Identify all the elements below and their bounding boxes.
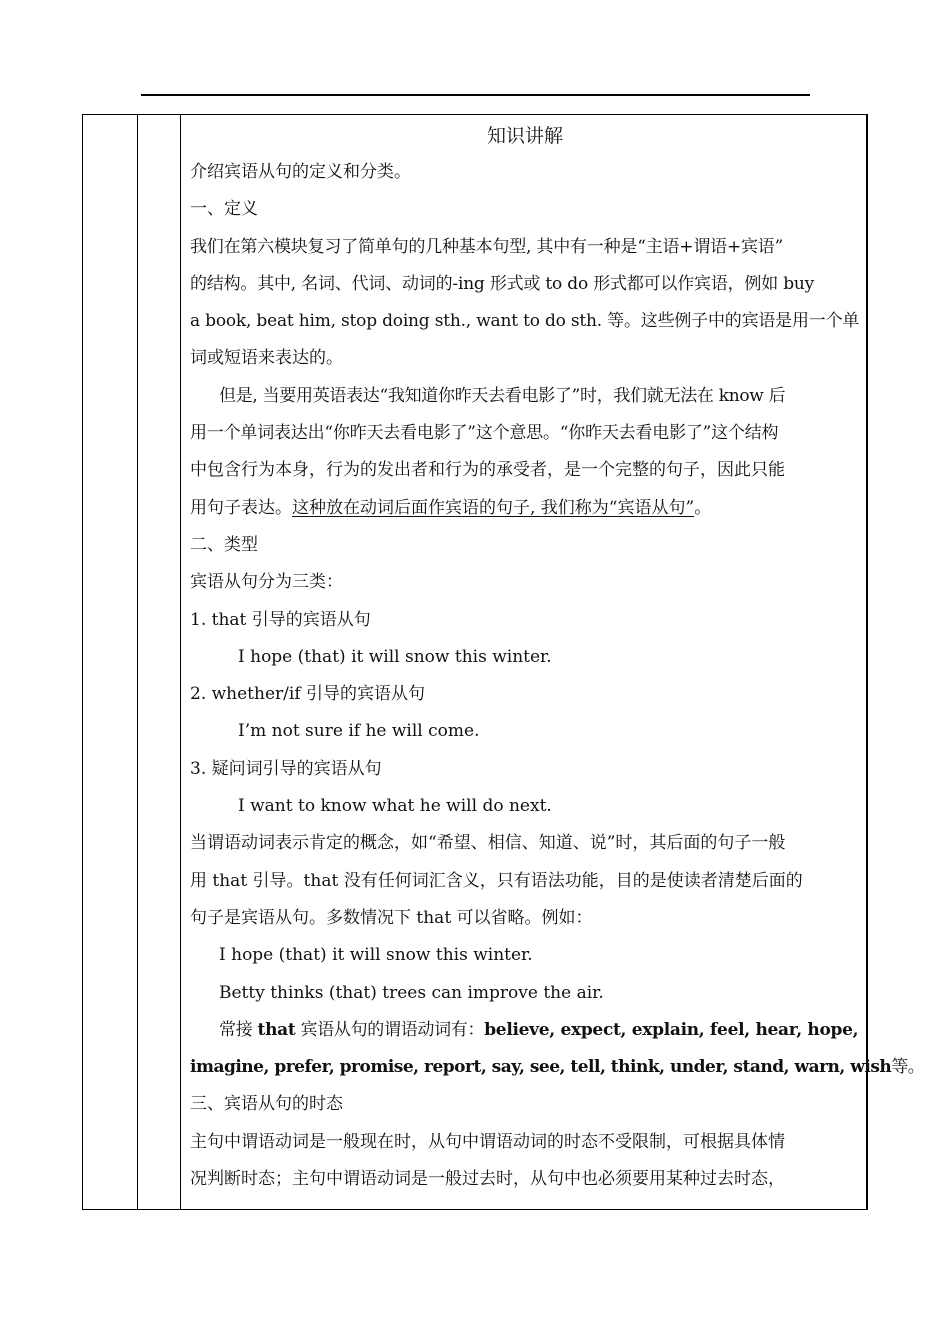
paragraph-line: 中包含行为本身，行为的发出者和行为的承受者，是一个完整的句子，因此只能 (190, 460, 785, 481)
paragraph-line: 句子是宾语从句。多数情况下 that 可以省略。例如： (190, 907, 593, 928)
underlined-definition: 这种放在动词后面作宾语的句子, 我们称为“宾语从句” (292, 497, 695, 518)
type-item-3: 3. 疑问词引导的宾语从句 (190, 758, 382, 779)
paragraph-line: 词或短语来表达的。 (190, 348, 343, 369)
paragraph-line: 主句中谓语动词是一般现在时，从句中谓语动词的时态不受限制，可根据具体情 (190, 1131, 785, 1152)
heading-tense: 三、宾语从句的时态 (190, 1094, 343, 1115)
example-sentence: I hope (that) it will snow this winter. (219, 945, 533, 966)
paragraph-line: 况判断时态；主句中谓语动词是一般过去时，从句中也必须要用某种过去时态， (190, 1169, 785, 1190)
section-title: 知识讲解 (486, 125, 563, 147)
example-sentence: Betty thinks (that) trees can improve the air. (219, 982, 604, 1003)
knowledge-section (190, 116, 925, 1198)
example-sentence: I’m not sure if he will come. (238, 721, 480, 742)
text-segment: 常接 (219, 1019, 258, 1040)
text-segment: 用句子表达。 (190, 497, 292, 518)
heading-types: 二、类型 (190, 534, 258, 555)
type-item-2: 2. whether/if 引导的宾语从句 (190, 684, 426, 705)
example-sentence: I hope (that) it will snow this winter. (238, 646, 552, 667)
text-segment: 。 (694, 497, 712, 518)
paragraph-line: 但是, 当要用英语表达“我知道你昨天去看电影了”时，我们就无法在 know 后 (219, 385, 786, 406)
bold-keyword: that (257, 1019, 296, 1040)
paragraph-line: 我们在第六模块复习了简单句的几种基本句型, 其中有一种是“主语+谓语+宾语” (190, 236, 784, 257)
type-item-1: 1. that 引导的宾语从句 (190, 609, 371, 630)
paragraph-line: 用一个单词表达出“你昨天去看电影了”这个意思。“你昨天去看电影了”这个结构 (190, 423, 779, 444)
intro-line: 介绍宾语从句的定义和分类。 (190, 162, 411, 182)
verb-list-line (190, 1049, 925, 1086)
paragraph-line: 的结构。其中, 名词、代词、动词的-ing 形式或 to do 形式都可以作宾语，例如 buy (190, 273, 815, 294)
paragraph-line (190, 490, 860, 527)
paragraph-line: 用 that 引导。that 没有任何词汇含义，只有语法功能，目的是使读者清楚后面的 (190, 870, 803, 891)
verb-list-line (190, 1012, 860, 1049)
bold-verb-list: believe, expect, explain, feel, hear, hope, (484, 1019, 859, 1040)
paragraph-line: 当谓语动词表示肯定的概念，如“希望、相信、知道、说”时，其后面的句子一般 (190, 833, 786, 854)
paragraph-line: 宾语从句分为三类： (190, 572, 343, 593)
paragraph-line: a book, beat him, stop doing sth., want to do sth. 等。这些例子中的宾语是用一个单 (190, 311, 860, 332)
text-segment: 宾语从句的谓语动词有： (295, 1019, 485, 1040)
heading-definition: 一、定义 (190, 199, 258, 220)
header-rule (141, 94, 810, 96)
column-divider-1 (137, 115, 138, 1209)
bold-verb-list: imagine, prefer, promise, report, say, see, tell, think, under, stand, warn, wish (190, 1057, 892, 1078)
example-sentence: I want to know what he will do next. (238, 796, 552, 817)
column-divider-2 (180, 115, 181, 1209)
text-segment: 等。 (891, 1057, 925, 1078)
